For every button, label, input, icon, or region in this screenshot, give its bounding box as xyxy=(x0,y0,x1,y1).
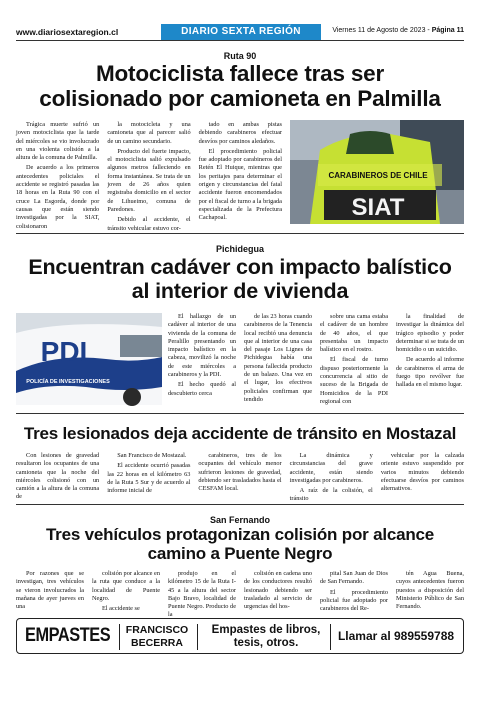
article-4-headline: Tres vehículos protagonizan colisión por alcance camino a Puente Negro xyxy=(45,525,435,563)
article-4-col-3: produjo en el kilómetro 15 de la Ruta I-45 a la altura del sector Bajo Bravo, localidad de Puente Negro. Producto de la xyxy=(168,570,236,619)
ad-separator xyxy=(119,624,120,650)
photo-pdi-caption: POLICÍA DE INVESTIGACIONES xyxy=(26,379,110,385)
article-3-col-2: San Francisco de Mostazal. El accidente ocurrió pasadas las 22 horas en el kilómetro 63 de la Ruta 5 Sur y de acuerdo al informe inicial de xyxy=(107,452,191,495)
article-3-headline: Tres lesionados deja accidente de tránsito en Mostazal xyxy=(23,424,457,443)
ad-separator xyxy=(197,624,198,650)
advertisement-empastes[interactable] xyxy=(16,618,464,654)
article-3-body xyxy=(16,452,465,503)
article-4-body xyxy=(16,570,464,619)
article-3-col-5: vehicular por la calzada oriente estuvo suspendido por varios minutos debiendo efectuarse desvíos por caminos alternativos. xyxy=(380,452,465,493)
page-number: Página 11 xyxy=(431,27,464,34)
site-url[interactable]: www.diariosextaregion.cl xyxy=(16,27,119,37)
ad-separator xyxy=(330,624,331,650)
article-2-col-1: El hallazgo de un cadáver al interior de una vivienda de la comuna de Peralillo presentando un impacto balístico en la cabeza, movilizó la noche de este miércoles a carabineros y la PDI. El hecho quedó al descubierto cerca xyxy=(168,313,236,397)
article-2-col-3: sobre una cama estaba el cadáver de un hombre de 40 años, el que presentaba un impacto balístico en el rostro. El fiscal de turno dispuso posteriormente la concurrencia al sitio de suceso de la Brigada de Homicidios de la PDI regional con xyxy=(320,313,388,405)
page-header xyxy=(16,24,464,40)
ad-logo: EMPASTES xyxy=(25,625,111,646)
article-1-col-1: Trágica muerte sufrió un joven motociclista que la tarde del miércoles se vio involucrado en una violenta colisión a la altura de la comuna de Palmilla. De acuerdo a los primeros antecedentes policiales el accidente se registró pasadas las 18 horas en la Ruta 90 con el cruce La Esgorda, donde por causas que están siendo investigadas por la SIAT, colisionaron xyxy=(16,121,100,230)
article-2-body xyxy=(168,313,464,405)
newspaper-name: DIARIO SEXTA REGIÓN xyxy=(161,24,321,40)
article-3-col-3: carabineros, tres de los ocupantes del vehículo menor sufrieron lesiones de gravedad, debiendo ser trasladados hasta el CESFAM local. xyxy=(198,452,282,493)
photo-pdi-label: PDI xyxy=(40,336,88,367)
section-divider-1 xyxy=(16,233,464,234)
article-4-col-6: tén Agua Buena, cuyos antecedentes fueron puestos a disposición del Ministerio Público de San Fernando. xyxy=(396,570,464,611)
article-4-kicker: San Fernando xyxy=(209,515,270,525)
header-divider xyxy=(16,40,464,41)
article-1-col-3: tado en ambas pistas debiendo carabineros efectuar desvíos por caminos aledaños. El procedimiento policial fue adoptado por carabineros del Retén El Huique, mientras que los peritajes para determinar el origen y circunstancias del fatal accidente fueron encomendados por el fiscal de turno a la brigada especializada de la Prefectura Cachapoal. xyxy=(198,121,282,222)
article-4-col-5: pital San Juan de Dios de San Fernando. El procedimiento policial fue adoptado por carabineros del Re- xyxy=(320,570,388,613)
ad-slogan: Empastes de libros, tesis, otros. xyxy=(211,624,321,650)
article-4-col-1: Por razones que se investigan, tres vehículos se vieron involucrados la mañana de ayer jueves en una xyxy=(16,570,84,611)
article-2-headline: Encuentran cadáver con impacto balístico al interior de vivienda xyxy=(28,255,452,303)
article-1-col-2: la motocicleta y una camioneta que al parecer salió de un camino secundario. Producto del fuerte impacto, el motociclista salió expulsado algunos metros falleciendo en forma instantánea. Se trata de un joven de 26 años quien registraba domicilio en el sector de Lihueimo, comuna de Paredones. Debido al accidente, el tránsito vehicular estuvo cor- xyxy=(107,121,191,232)
section-divider-3 xyxy=(16,504,464,505)
article-1-body xyxy=(16,121,282,232)
article-3-col-1: Con lesiones de gravedad resultaron los ocupantes de una camioneta que la noche del miércoles colisionó con un camión a la altura de la comuna de xyxy=(16,452,100,501)
photo-siat-label: SIAT xyxy=(351,194,405,221)
article-3-col-4: La dinámica y circunstancias del grave accidente, están siendo investigadas por carabineros. A raíz de la colisión, el tránsito xyxy=(289,452,373,503)
issue-date: Viernes 11 de Agosto de 2023 - Página 11 xyxy=(332,27,464,34)
ad-owner-name: FRANCISCO BECERRA xyxy=(125,624,189,649)
article-2-photo-pdi xyxy=(16,313,162,405)
article-2-kicker: Pichidegua xyxy=(215,244,264,254)
ad-phone[interactable]: Llamar al 989559788 xyxy=(337,629,455,643)
section-divider-2 xyxy=(16,413,464,414)
photo-patch-label: CARABINEROS DE CHILE xyxy=(328,171,428,180)
article-4-col-4: colisión en cadena uno de los conductores resultó lesionado debiendo ser trasladado al servicio de urgencias del hos- xyxy=(244,570,312,611)
article-2-col-4: la finalidad de investigar la dinámica del trágico episodio y poder determinar si se trata de un homicidio o un suicidio. De acuerdo al informe de carabineros el arma de fuego tipo revólver fue hallada en el mismo lugar. xyxy=(396,313,465,389)
article-1-kicker: Ruta 90 xyxy=(223,51,257,61)
article-4-col-2: colisión por alcance en la ruta que conduce a la localidad de Puente Negro. El accidente se xyxy=(92,570,160,613)
article-1-photo-siat xyxy=(290,120,464,224)
article-1-headline: Motociclista fallece tras ser colisionado por camioneta en Palmilla xyxy=(39,61,441,111)
article-2-col-2: de las 23 horas cuando carabineros de la Tenencia local recibió una denuncia que al interior de una casa del pasaje Los Lignes de Pichidegua había una persona fallecida producto de un balazo. Una vez en el lugar, los efectivos policiales confirman que tendido xyxy=(244,313,312,403)
